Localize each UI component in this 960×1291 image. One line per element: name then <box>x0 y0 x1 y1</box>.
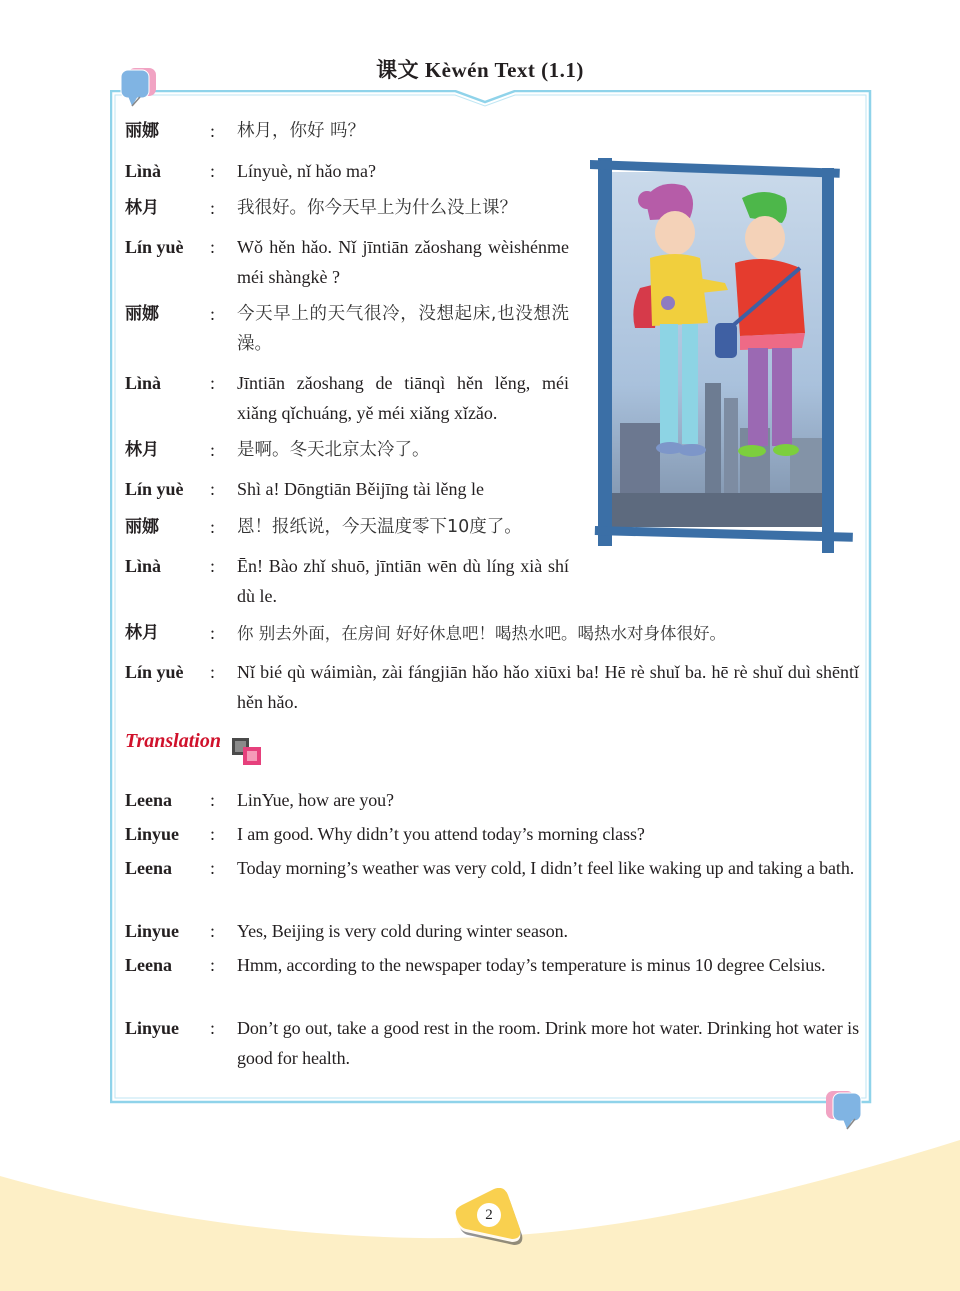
speaker: Lín yuè <box>125 662 184 682</box>
line-text: Hmm, according to the newspaper today’s temperature is minus 10 degree Celsius. <box>237 955 826 975</box>
speaker: 丽娜 <box>125 304 159 324</box>
dialogue-line: 丽娜 : 恩！报纸说，今天温度零下10度了。 <box>125 513 569 543</box>
dialogue-line: Lìnà : Jīntiān zǎoshang de tiānqì hěn lěng, méi xiǎng qǐchuáng, yě méi xiǎng xǐzǎo. <box>125 369 569 428</box>
line-text: Today morning’s weather was very cold, I didn’t feel like waking up and taking a bath. <box>237 858 855 878</box>
page-number: 2 <box>485 1207 493 1223</box>
translation-line: Leena : Today morning’s weather was very cold, I didn’t feel like waking up and taking a bath. <box>125 854 859 884</box>
title-cjk: 课文 <box>376 58 420 82</box>
line-text: Línyuè, nǐ hǎo ma? <box>237 161 376 181</box>
title-pinyin: Kèwén <box>424 58 490 82</box>
speaker: Leena <box>125 955 172 975</box>
line-text: Shì a! Dōngtiān Běijīng tài lěng le <box>237 479 484 499</box>
line-text: Nǐ bié qù wáimiàn, zài fángjiān hǎo hǎo xiūxi ba! Hē rè shuǐ ba. hē rè shuǐ duì shēntǐ hěn hǎo. <box>237 662 859 712</box>
line-text: I am good. Why didn’t you attend today’s morning class? <box>237 824 645 844</box>
line-text: Yes, Beijing is very cold during winter season. <box>237 921 568 941</box>
translation-line: Linyue : Don’t go out, take a good rest in the room. Drink more hot water. Drinking hot water is good for health. <box>125 1014 859 1073</box>
translation-heading: Translation <box>125 730 221 752</box>
speaker: Lìnà <box>125 161 162 181</box>
line-text: Wǒ hěn hǎo. Nǐ jīntiān zǎoshang wèishénme méi shàngkè ? <box>237 237 569 287</box>
translation-line: Leena : Hmm, according to the newspaper today’s temperature is minus 10 degree Celsius. <box>125 951 859 981</box>
speaker: Leena <box>125 790 172 810</box>
speech-bubble-icon <box>118 66 160 110</box>
translation-line: Linyue : I am good. Why didn’t you attend today’s morning class? <box>125 820 859 850</box>
line-text: LinYue, how are you? <box>237 790 394 810</box>
dialogue-line: Lín yuè : Nǐ bié qù wáimiàn, zài fángjiān hǎo hǎo xiūxi ba! Hē rè shuǐ ba. hē rè shuǐ duì shēntǐ hěn hǎo. <box>125 658 859 717</box>
line-text: 我很好。你今天早上为什么没上课？ <box>237 198 517 218</box>
dialogue-line: Lín yuè : Wǒ hěn hǎo. Nǐ jīntiān zǎoshang wèishénme méi shàngkè ? <box>125 233 569 292</box>
line-text: 你 别去外面，在房间 好好休息吧！喝热水吧。喝热水对身体很好。 <box>237 624 726 643</box>
lesson-number: (1.1) <box>541 58 584 82</box>
dialogue-line: 林月 : 是啊。冬天北京太冷了。 <box>125 436 569 466</box>
illustration-two-girls <box>590 158 855 553</box>
dialogue-line: 林月 : 你 别去外面，在房间 好好休息吧！喝热水吧。喝热水对身体很好。 <box>125 619 859 649</box>
title-english: Text <box>494 58 536 82</box>
dialogue-line: Lìnà : Ēn! Bào zhǐ shuō, jīntiān wēn dù líng xià shí dù le. <box>125 552 569 611</box>
dialogue-line: 林月 : 我很好。你今天早上为什么没上课？ <box>125 194 577 224</box>
speaker: 林月 <box>125 440 159 460</box>
line-text: Ēn! Bào zhǐ shuō, jīntiān wēn dù líng xià shí dù le. <box>237 556 569 606</box>
line-text: Don’t go out, take a good rest in the room. Drink more hot water. Drinking hot water is good for health. <box>237 1018 859 1068</box>
speech-bubble-icon-bottom <box>823 1089 865 1133</box>
translation-line: Linyue : Yes, Beijing is very cold during winter season. <box>125 917 859 947</box>
line-text: Jīntiān zǎoshang de tiānqì hěn lěng, méi xiǎng qǐchuáng, yě méi xiǎng xǐzǎo. <box>237 373 569 423</box>
speaker: 林月 <box>125 623 159 643</box>
line-text: 今天早上的天气很冷，没想起床,也没想洗澡。 <box>237 304 569 354</box>
line-text: 是啊。冬天北京太冷了。 <box>237 440 430 460</box>
dialogue-line: Lín yuè : Shì a! Dōngtiān Běijīng tài lěng le <box>125 475 569 505</box>
speaker: Linyue <box>125 824 180 844</box>
dialogue-line: Lìnà : Línyuè, nǐ hǎo ma? <box>125 157 569 187</box>
line-text: 林月，你好 吗？ <box>237 121 366 141</box>
speaker: Lín yuè <box>125 479 184 499</box>
dialogue-line: 丽娜 : 林月，你好 吗？ <box>125 117 569 147</box>
translate-icon <box>231 737 263 767</box>
dialogue-line: 丽娜 : 今天早上的天气很冷，没想起床,也没想洗澡。 <box>125 300 569 359</box>
speaker: Leena <box>125 858 172 878</box>
speaker: Lìnà <box>125 373 162 393</box>
speaker: Linyue <box>125 921 180 941</box>
speaker: Lín yuè <box>125 237 184 257</box>
line-text: 恩！报纸说，今天温度零下10度了。 <box>237 517 522 537</box>
speaker: 丽娜 <box>125 517 159 537</box>
speaker: Linyue <box>125 1018 180 1038</box>
speaker: 林月 <box>125 198 159 218</box>
speaker: 丽娜 <box>125 121 159 141</box>
speaker: Lìnà <box>125 556 162 576</box>
translation-line: Leena : LinYue, how are you? <box>125 786 859 816</box>
